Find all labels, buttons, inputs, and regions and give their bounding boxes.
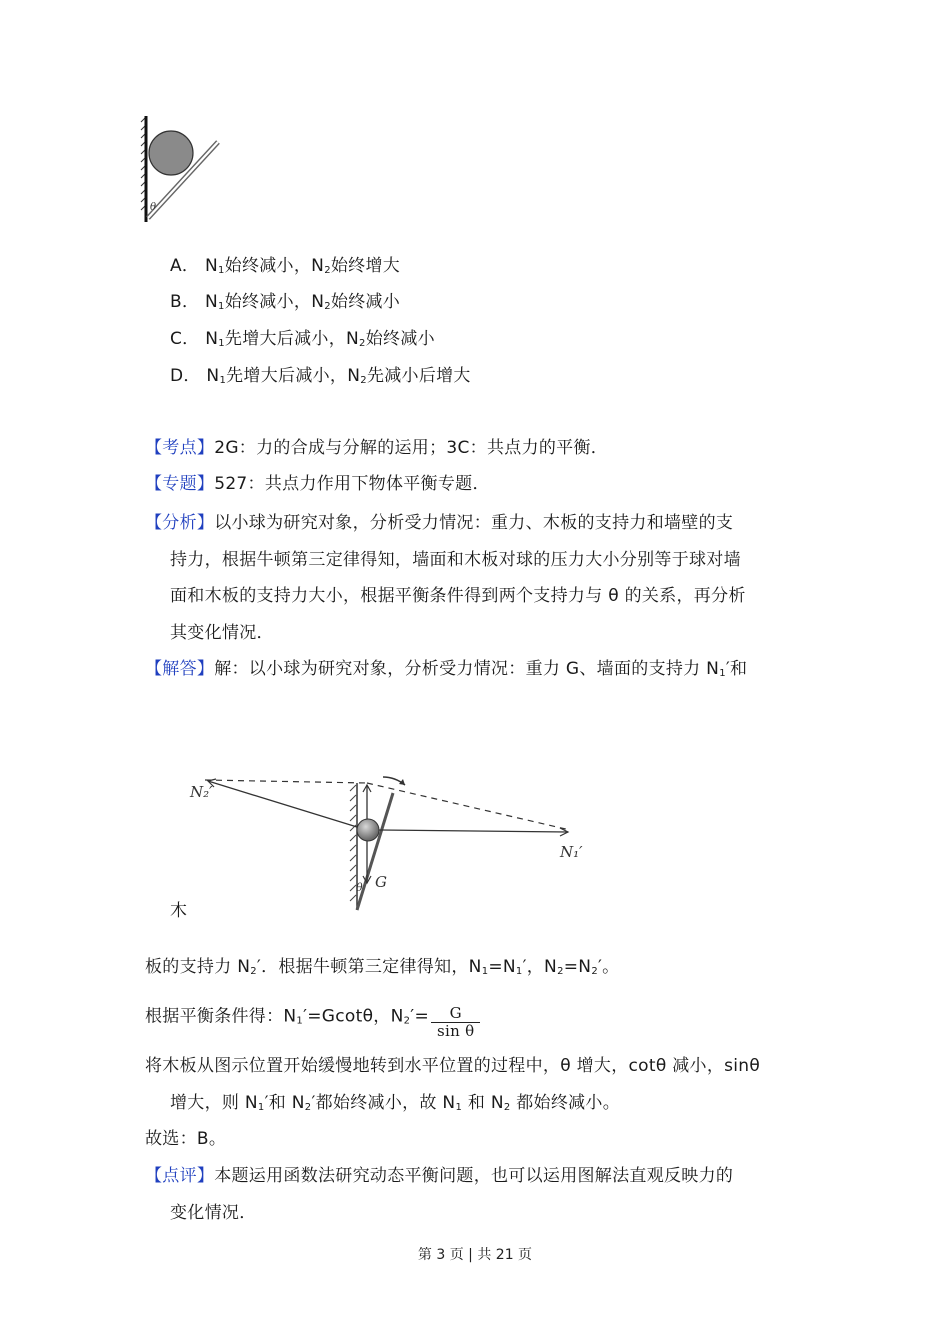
kaodian-section: 【考点】2G：力的合成与分解的运用；3C：共点力的平衡． <box>145 438 609 458</box>
fenxi-tag: 【分析】 <box>145 513 215 533</box>
jieda-wrap-char: 木 <box>170 901 188 921</box>
g-label: G <box>375 873 387 891</box>
jieda-section: 【解答】解：以小球为研究对象，分析受力情况：重力 G、墙面的支持力 $N_1'$和 <box>145 659 748 679</box>
force-diagram-figure <box>180 765 600 915</box>
dianping-line-2: 变化情况． <box>170 1203 257 1223</box>
theta-label: θ <box>150 202 157 213</box>
fenxi-line-2: 持力，根据牛顿第三定律得知，墙面和木板对球的压力大小分别等于球对墙 <box>170 550 741 570</box>
ball-wall-board-figure <box>140 110 230 225</box>
option-c: C． $N_1$先增大后减小，$N_2$始终减小 <box>170 329 435 349</box>
page-footer: 第 3 页 | 共 21 页 <box>417 1247 533 1263</box>
answer-line: 故选：B。 <box>145 1129 227 1149</box>
dianping-tag: 【点评】 <box>145 1166 215 1186</box>
fenxi-section: 【分析】以小球为研究对象，分析受力情况：重力、木板的支持力和墙壁的支 <box>145 513 734 533</box>
jieda-line-5: 增大，则 $N_1'$和 $N_2'$都始终减小，故 $N_1$ 和 $N_2$ 都始终减小。 <box>170 1093 621 1113</box>
fenxi-line-3: 面和木板的支持力大小，根据平衡条件得到两个支持力与 θ 的关系，再分析 <box>170 586 746 606</box>
zhuanti-section: 【专题】527：共点力作用下物体平衡专题． <box>145 474 490 494</box>
option-a: A． $N_1$始终减小，$N_2$始终增大 <box>170 256 401 276</box>
theta-label: θ <box>356 881 363 894</box>
dianping-section: 【点评】本题运用函数法研究动态平衡问题，也可以运用图解法直观反映力的 <box>145 1166 734 1186</box>
option-d: D． $N_1$先增大后减小，$N_2$先减小后增大 <box>170 366 471 386</box>
fraction-g-over-sin-theta: $\frac{G}{\text{sin θ}}$ <box>431 1005 480 1040</box>
zhuanti-tag: 【专题】 <box>145 474 215 494</box>
kaodian-tag: 【考点】 <box>145 438 215 458</box>
option-b: B． $N_1$始终减小，$N_2$始终减小 <box>170 292 401 312</box>
fenxi-line-4: 其变化情况． <box>170 623 274 643</box>
jieda-line-4: 将木板从图示位置开始缓慢地转到水平位置的过程中，θ 增大，cotθ 减小，sinθ <box>145 1056 761 1076</box>
jieda-tag: 【解答】 <box>145 659 215 679</box>
jieda-line-2: 板的支持力 $N_2'$．根据牛顿第三定律得知，$N_1=N_1'$，$N_2=N_2'$。 <box>145 957 620 977</box>
jieda-line-3: 根据平衡条件得：$N_1'=Gcot\theta$，$N_2'=$ $\frac{G}{\text{sin θ}}$ <box>145 999 480 1034</box>
n1-prime-label: N₁′ <box>560 843 583 861</box>
n2-prime-label: N₂′ <box>190 783 213 801</box>
